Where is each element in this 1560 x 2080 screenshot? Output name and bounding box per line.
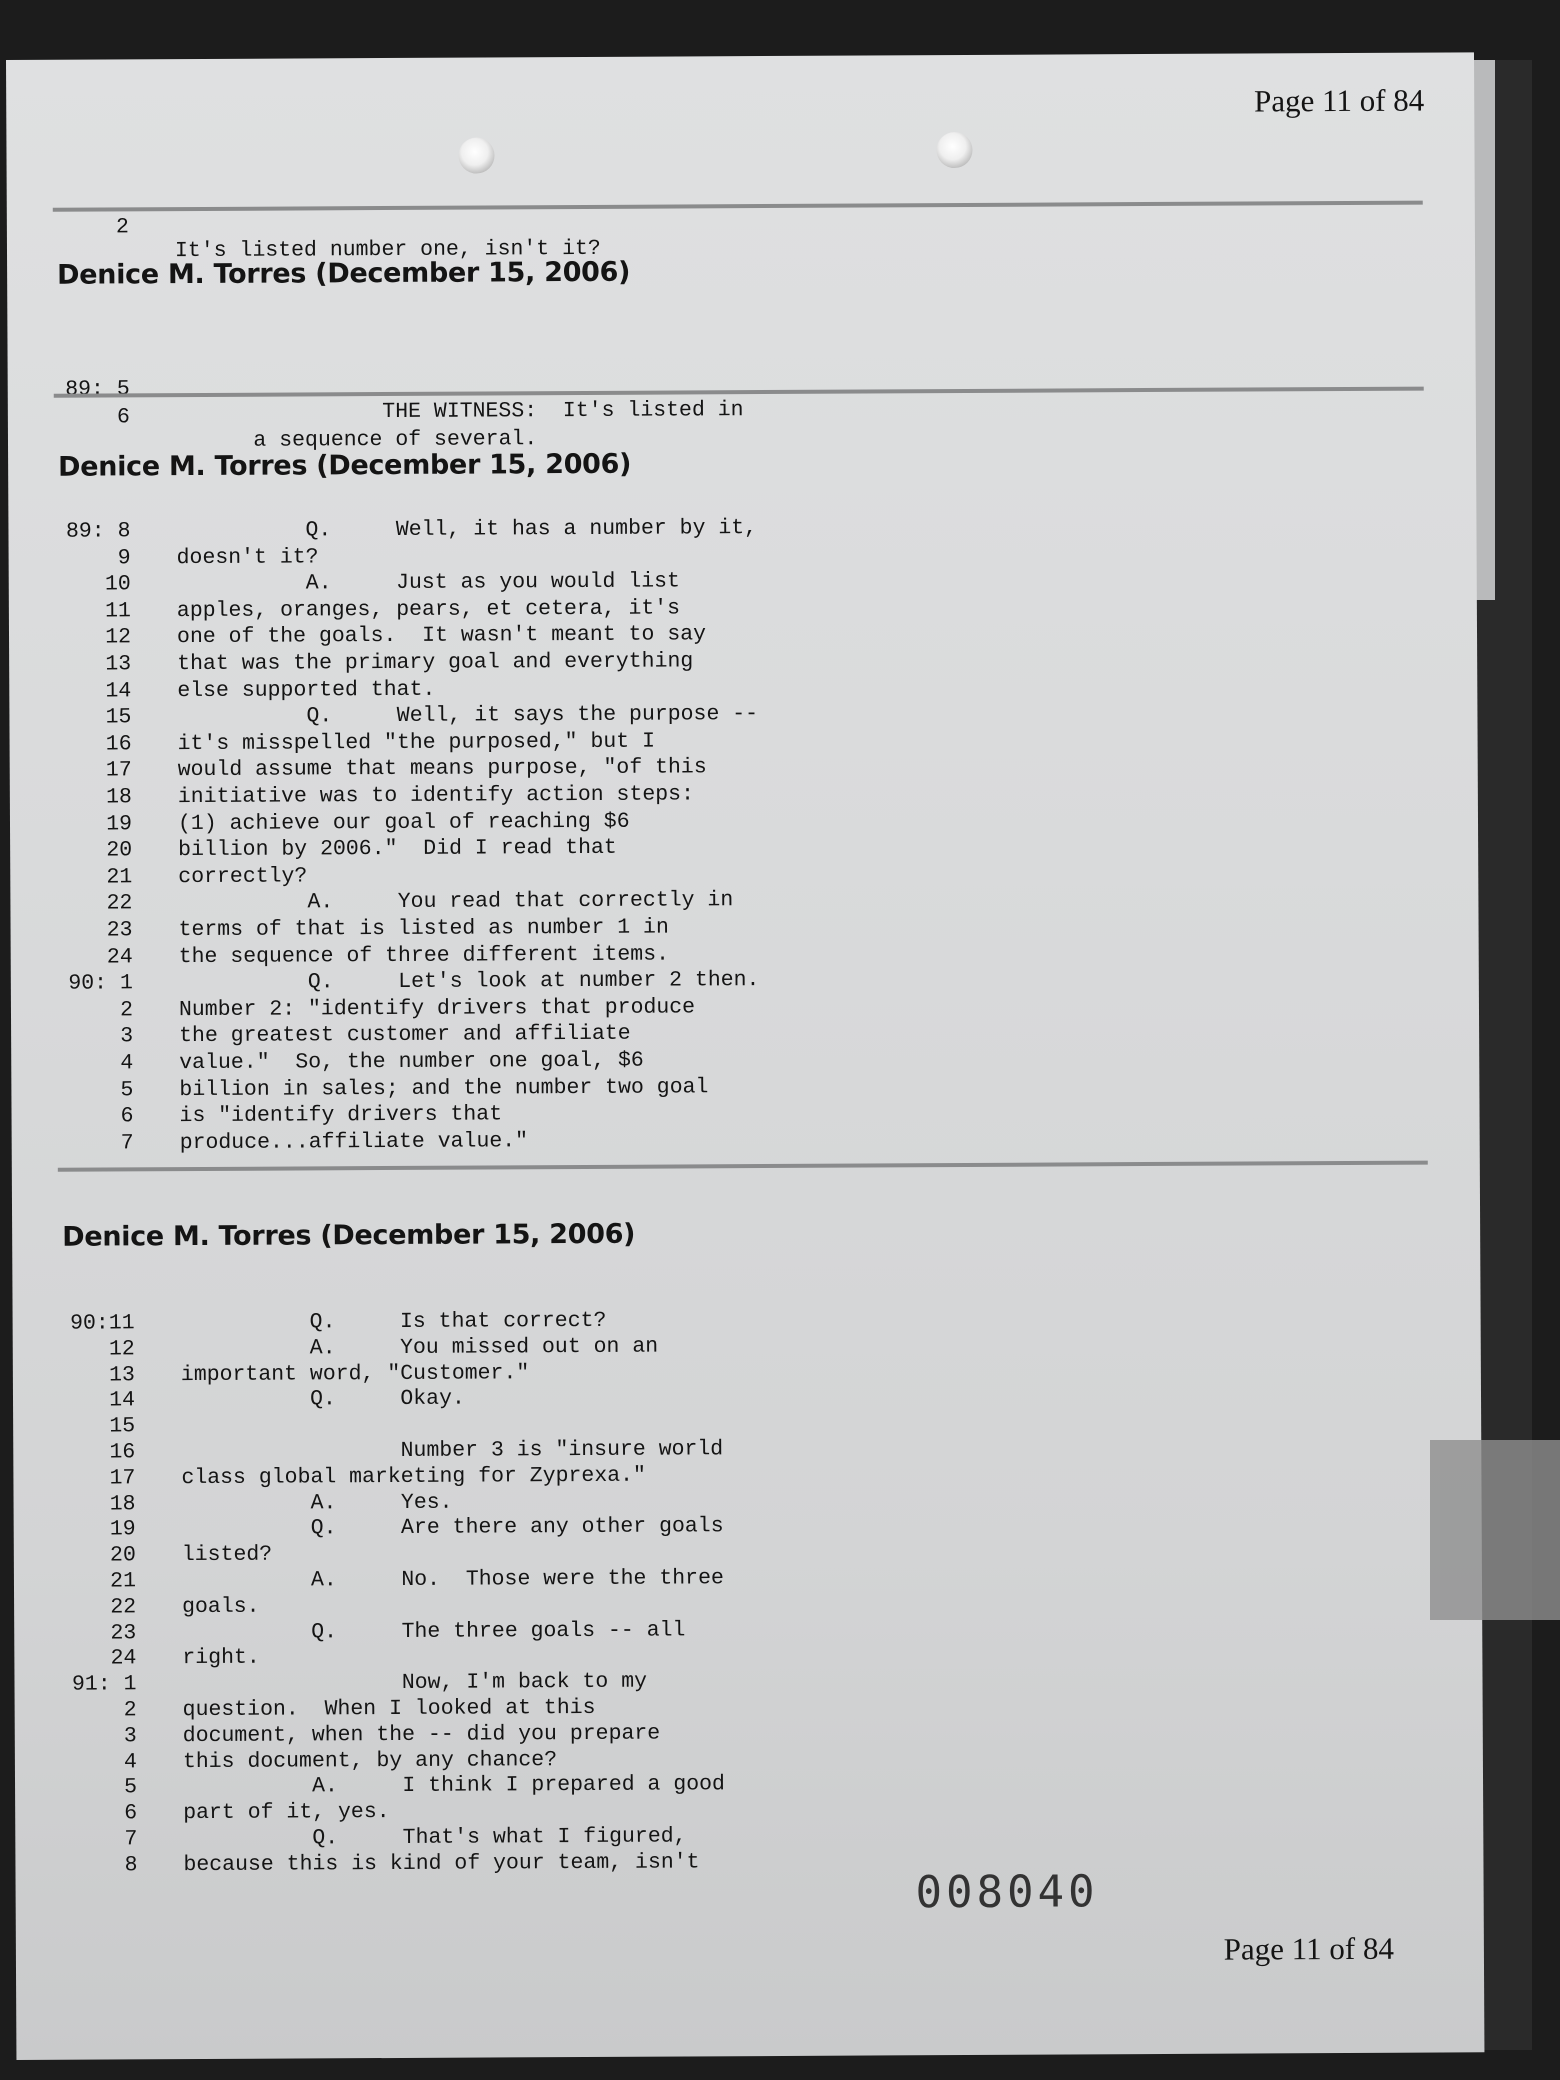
page-number-footer: Page 11 of 84 <box>1223 1930 1394 1967</box>
line-number: 18 <box>109 1491 136 1517</box>
line-text: one of the goals. It wasn't meant to say <box>176 622 707 650</box>
line-text: A. I think I prepared a good <box>182 1772 725 1800</box>
line-number: 7 <box>124 1827 138 1852</box>
line-number: 12 <box>105 625 132 650</box>
line-number: 6 <box>116 405 130 430</box>
line-number: 16 <box>109 1440 136 1465</box>
line-number: 21 <box>110 1569 137 1594</box>
tape-strip <box>1430 1440 1560 1620</box>
line-number: 2 <box>120 998 134 1023</box>
line-number: 24 <box>106 944 133 970</box>
line-number: 6 <box>124 1801 138 1826</box>
line-text: Q. Okay. <box>180 1387 465 1413</box>
line-number: 4 <box>120 1051 134 1076</box>
line-number: 90: 1 <box>68 971 133 996</box>
line-number: 2 <box>123 1698 137 1723</box>
line-number: 16 <box>105 732 132 757</box>
line-number: 11 <box>105 599 131 624</box>
line-text: A. Just as you would list <box>176 569 680 597</box>
line-text: A. Yes. <box>181 1490 453 1516</box>
line-text: terms of that is listed as number 1 in <box>178 915 669 943</box>
line-text: Q. Well, it has a number by it, <box>176 516 758 544</box>
line-number: 19 <box>109 1517 136 1542</box>
punch-hole <box>458 137 494 173</box>
line-number: 18 <box>105 785 132 810</box>
line-text: A. You missed out on an <box>180 1334 659 1361</box>
section-title: Denice M. Torres (December 15, 2006) <box>62 1218 636 1253</box>
line-text: would assume that means purpose, "of this <box>177 755 707 783</box>
line-text: billion by 2006." Did I read that <box>178 836 617 863</box>
line-number: 90:11 <box>70 1311 135 1336</box>
line-text: the greatest customer and affiliate <box>179 1022 631 1049</box>
line-text: is "identify drivers that <box>179 1102 503 1129</box>
line-number: 7 <box>120 1131 134 1156</box>
line-text: part of it, yes. <box>183 1800 390 1826</box>
line-text: A. No. Those were the three <box>181 1566 724 1594</box>
line-number: 13 <box>105 652 132 677</box>
line-text: a sequence of several. <box>175 427 538 454</box>
line-number: 23 <box>106 918 133 943</box>
line-number: 20 <box>109 1543 136 1568</box>
line-text: question. When I looked at this <box>182 1695 596 1723</box>
line-number: 12 <box>108 1337 135 1362</box>
line-text: Now, I'm back to my <box>182 1669 648 1697</box>
line-number: 3 <box>123 1724 137 1749</box>
line-number: 5 <box>124 1775 138 1800</box>
line-text: Q. That's what I figured, <box>183 1824 687 1852</box>
line-number: 89: 8 <box>65 519 131 544</box>
line-number: 21 <box>106 865 133 890</box>
line-text: goals. <box>182 1594 260 1619</box>
line-number: 3 <box>120 1024 134 1049</box>
line-text: it's misspelled "the purposed," but I <box>177 729 656 756</box>
section-divider <box>58 1161 1428 1172</box>
line-text: Q. Are there any other goals <box>181 1514 724 1542</box>
line-text: important word, "Customer." <box>180 1360 530 1387</box>
line-number: 4 <box>123 1749 137 1774</box>
line-number: 14 <box>109 1388 136 1413</box>
section-title: Denice M. Torres (December 15, 2006) <box>58 448 632 483</box>
line-number: 20 <box>106 838 133 863</box>
line-text: Number 2: "identify drivers that produce <box>178 995 696 1022</box>
line-text: billion in sales; and the number two goal <box>179 1074 709 1102</box>
line-text: (1) achieve our goal of reaching $6 <box>177 809 630 836</box>
top-fragment-line <box>7 168 601 264</box>
line-text: THE WITNESS: It's listed in <box>175 398 744 426</box>
line-text: produce...affiliate value." <box>179 1129 529 1155</box>
line-text: class global marketing for Zyprexa." <box>181 1463 646 1490</box>
line-number: 8 <box>124 1853 138 1878</box>
line-number: 17 <box>105 758 132 783</box>
line-number: 14 <box>105 678 132 704</box>
line-number: 22 <box>110 1595 137 1620</box>
section-divider <box>54 387 1424 398</box>
page-number-header: Page 11 of 84 <box>1253 82 1425 119</box>
line-number: 15 <box>109 1414 136 1439</box>
transcript-line <box>7 330 744 426</box>
punch-hole <box>936 132 972 168</box>
line-number: 6 <box>120 1104 134 1129</box>
section-title: Denice M. Torres (December 15, 2006) <box>57 256 631 291</box>
line-text: the sequence of three different items. <box>178 942 670 969</box>
line-number: 9 <box>117 545 131 571</box>
line-text: value." So, the number one goal, $6 <box>179 1048 644 1076</box>
line-text: listed? <box>181 1542 273 1568</box>
line-text: A. You read that correctly in <box>178 888 734 916</box>
line-number: 89: 5 <box>65 377 130 402</box>
line-number: 5 <box>120 1077 134 1103</box>
line-text: that was the primary goal and everything <box>177 649 694 677</box>
line-text: right. <box>182 1646 260 1671</box>
line-text: apples, oranges, pears, et cetera, it's <box>176 596 681 623</box>
line-text: document, when the -- did you prepare <box>182 1721 661 1748</box>
line-number: 17 <box>109 1466 136 1491</box>
line-text: Q. Well, it says the purpose -- <box>177 702 759 730</box>
line-text: because this is kind of your team, isn't <box>183 1850 700 1877</box>
line-text: initiative was to identify action steps: <box>177 782 695 810</box>
line-text: Q. Let's look at number 2 then. <box>178 968 760 996</box>
line-text: Q. The three goals -- all <box>182 1618 686 1645</box>
line-number: 24 <box>110 1646 137 1671</box>
line-text: Q. Is that correct? <box>180 1308 607 1336</box>
line-text: correctly? <box>178 864 308 889</box>
line-text: else supported that. <box>177 677 436 703</box>
line-number: 19 <box>106 811 133 837</box>
line-number: 2 <box>115 215 129 240</box>
line-number: 23 <box>110 1620 137 1646</box>
transcript-page <box>6 52 1484 2060</box>
line-number: 10 <box>104 572 131 597</box>
line-text: Number 3 is "insure world <box>181 1437 724 1465</box>
section-divider <box>53 201 1423 212</box>
bates-number: 008040 <box>915 1866 1099 1919</box>
line-text: this document, by any chance? <box>182 1747 558 1774</box>
line-number: 15 <box>105 705 132 730</box>
line-number: 22 <box>106 891 133 916</box>
line-number: 13 <box>109 1362 135 1388</box>
line-text: doesn't it? <box>176 544 319 570</box>
line-text: It's listed number one, isn't it? <box>174 236 601 264</box>
line-number: 91: 1 <box>71 1672 137 1697</box>
